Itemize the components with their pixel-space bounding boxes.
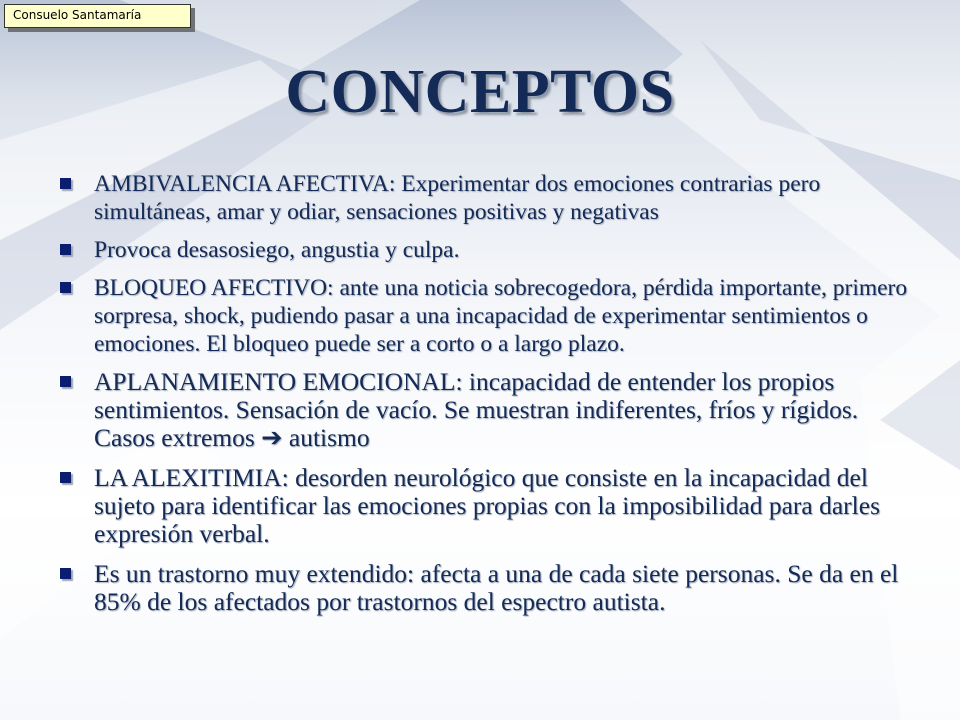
bullet-text: Es un trastorno muy extendido: afecta a una de cada siete personas. Se da en el 85% de los afectados por trastornos del espectro autista. <box>94 559 899 616</box>
bullet-list <box>54 170 914 628</box>
slide-title: CONCEPTOS <box>285 58 675 126</box>
bullet-text: LA ALEXITIMIA: desorden neurológico que consiste en la incapacidad del sujeto para identificar las emociones propias con la imposibilidad para darles expresión verbal. <box>94 463 880 548</box>
bullet-item <box>54 368 914 452</box>
bullet-text: APLANAMIENTO EMOCIONAL: incapacidad de entender los propios sentimientos. Sensación de vacío. Se muestran indiferentes, fríos y rígidos. Casos extremos ➔ autismo <box>94 367 859 452</box>
bullet-text: Provoca desasosiego, angustia y culpa. <box>94 237 460 263</box>
square-bullet-icon <box>60 282 71 293</box>
square-bullet-icon <box>60 244 71 255</box>
square-bullet-icon <box>60 472 71 483</box>
square-bullet-icon <box>60 376 71 387</box>
author-name: Consuelo Santamaría <box>13 8 142 22</box>
author-label-box <box>4 4 191 28</box>
square-bullet-icon <box>60 568 71 579</box>
bullet-text: BLOQUEO AFECTIVO: ante una noticia sobrecogedora, pérdida importante, primero sorpresa, shock, pudiendo pasar a una incapacidad de experimentar sentimientos o emociones. El bloqueo puede ser a corto o a largo plazo. <box>94 275 908 357</box>
bullet-item <box>54 236 914 264</box>
bullet-item <box>54 274 914 358</box>
bullet-item <box>54 560 914 616</box>
bullet-item <box>54 464 914 548</box>
bullet-item <box>54 170 914 226</box>
square-bullet-icon <box>60 178 71 189</box>
bullet-text: AMBIVALENCIA AFECTIVA: Experimentar dos emociones contrarias pero simultáneas, amar y odiar, sensaciones positivas y negativas <box>94 171 821 225</box>
